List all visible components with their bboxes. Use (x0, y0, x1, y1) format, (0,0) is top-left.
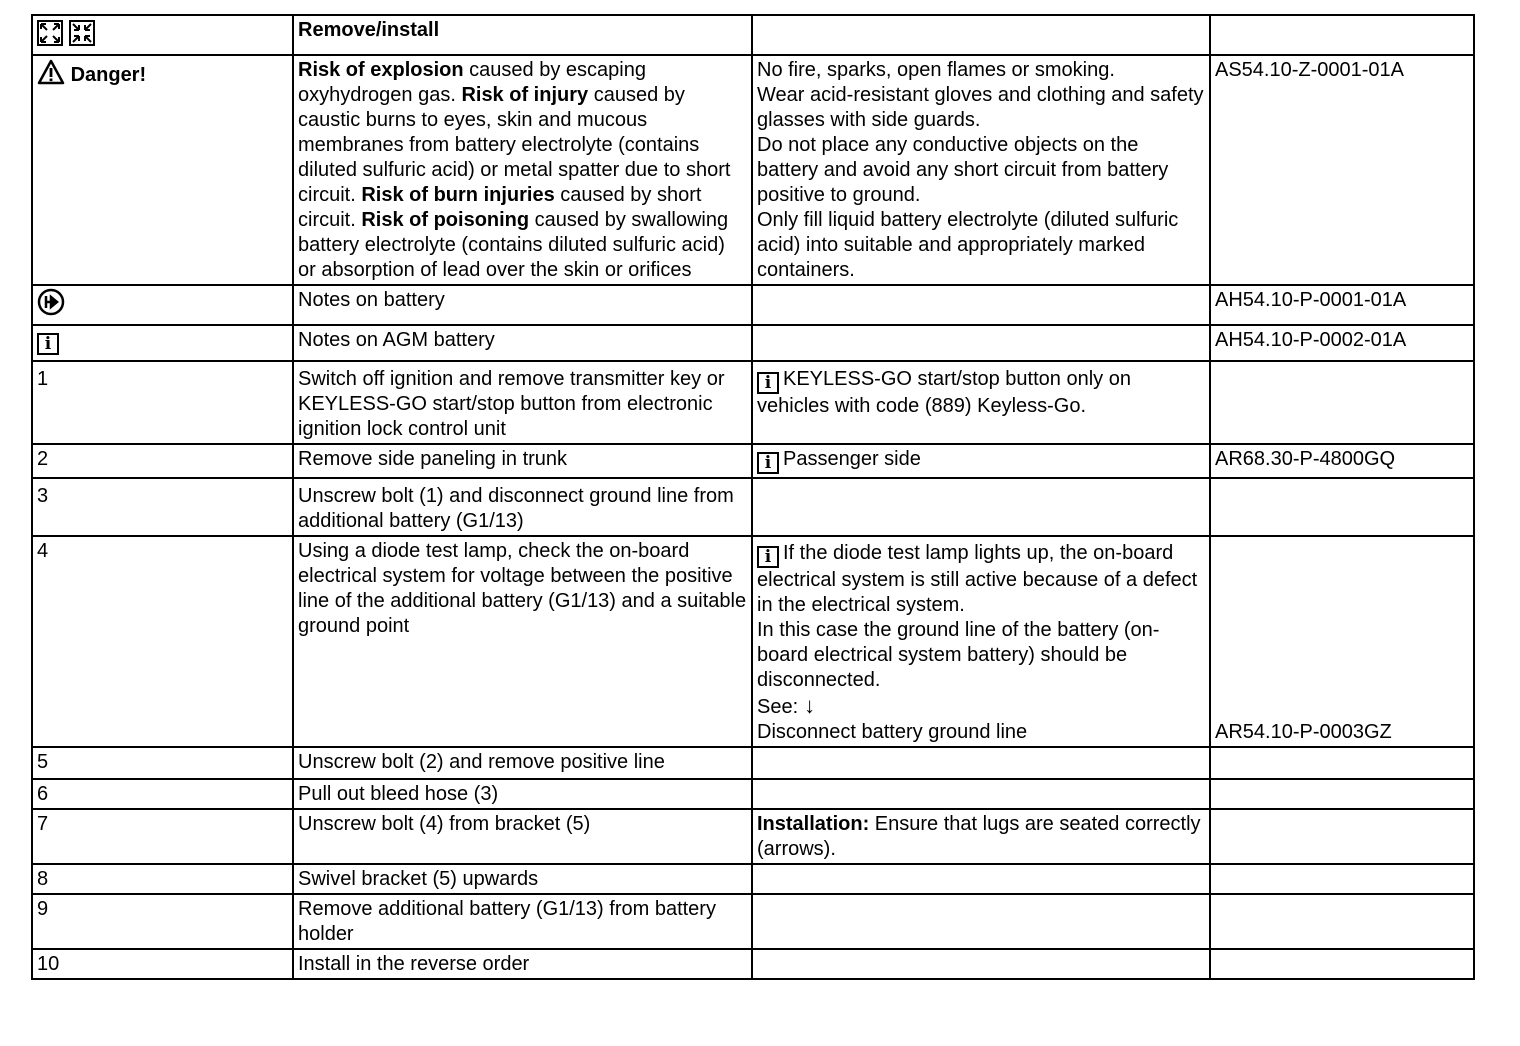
risk-burn-text: caused by short circuit. (298, 184, 702, 231)
step-ref[interactable]: AR54.10-P-0003GZ (1210, 536, 1474, 747)
risk-explosion-label: Risk of explosion (298, 59, 464, 81)
measure-protective-gear: Wear acid-resistant gloves and clothing and safety glasses with side guards. (757, 84, 1204, 131)
step-row (32, 949, 1474, 979)
step-note (752, 809, 1210, 864)
risk-injury-label: Risk of injury (461, 84, 589, 106)
step-note (752, 361, 1210, 444)
info-icon: i (757, 372, 779, 394)
step-note (752, 949, 1210, 979)
step-ref (1210, 864, 1474, 894)
risk-injury-text: caused by caustic burns to eyes, skin and mucous membranes from battery electrolyte (contains diluted sulfuric acid) or metal spatter due to short circuit. (298, 84, 731, 206)
notes-battery-ref[interactable]: AH54.10-P-0001-01A (1210, 285, 1474, 325)
step-number: 9 (32, 894, 293, 949)
step-row (32, 536, 1474, 747)
step-note (752, 864, 1210, 894)
step-ref (1210, 809, 1474, 864)
step-number: 8 (32, 864, 293, 894)
step-note (752, 536, 1210, 747)
notes-agm-ref[interactable]: AH54.10-P-0002-01A (1210, 325, 1474, 361)
step-ref (1210, 894, 1474, 949)
step-row (32, 894, 1474, 949)
header-icons-cell (32, 15, 293, 55)
step-text: Swivel bracket (5) upwards (293, 864, 752, 894)
step-note (752, 478, 1210, 536)
danger-ref[interactable]: AS54.10-Z-0001-01A (1210, 55, 1474, 285)
measure-fill-containers: Only fill liquid battery electrolyte (diluted sulfuric acid) into suitable and appropriately marked containers. (757, 209, 1179, 281)
step-note-continued: In this case the ground line of the battery (on-board electrical system battery) should be disconnected. (757, 619, 1160, 691)
header-cell-4 (1210, 15, 1474, 55)
header-title: Remove/install (293, 15, 752, 55)
step-text: Unscrew bolt (1) and disconnect ground line from additional battery (G1/13) (293, 478, 752, 536)
danger-label-cell (32, 55, 293, 285)
see-reference (757, 693, 1205, 720)
warning-triangle-icon (37, 59, 65, 92)
step-text: Unscrew bolt (4) from bracket (5) (293, 809, 752, 864)
step-number: 2 (32, 444, 293, 478)
notes-battery-icon-cell (32, 285, 293, 325)
note-arrow-icon (37, 288, 65, 323)
notes-agm-icon-cell (32, 325, 293, 361)
header-row (32, 15, 1474, 55)
danger-row (32, 55, 1474, 285)
header-cell-3 (752, 15, 1210, 55)
installation-label: Installation: (757, 813, 870, 835)
risk-poisoning-text: caused by swallowing battery electrolyte (contains diluted sulfuric acid) or absorption of lead over the skin or orifices (298, 209, 729, 281)
step-row (32, 444, 1474, 478)
step-ref (1210, 747, 1474, 779)
see-label: See: (757, 696, 799, 718)
step-text: Switch off ignition and remove transmitter key or KEYLESS-GO start/stop button from electronic ignition lock control unit (293, 361, 752, 444)
step-number: 4 (32, 536, 293, 747)
step-number: 10 (32, 949, 293, 979)
step-number: 6 (32, 779, 293, 809)
arrow-down-icon: ↓ (804, 693, 816, 718)
risk-poisoning-label: Risk of poisoning (361, 209, 530, 231)
notes-agm-cell-3 (752, 325, 1210, 361)
step-ref (1210, 478, 1474, 536)
notes-battery-text: Notes on battery (293, 285, 752, 325)
step-note-text: Ensure that lugs are seated correctly (arrows). (757, 813, 1201, 860)
remove-icon (37, 20, 63, 53)
step-ref (1210, 779, 1474, 809)
info-icon: i (37, 333, 59, 355)
step-note-text: If the diode test lamp lights up, the on-board electrical system is still active because of a defect in the electrical system. (757, 542, 1198, 616)
step-number: 1 (32, 361, 293, 444)
step-text: Remove additional battery (G1/13) from battery holder (293, 894, 752, 949)
info-icon: i (757, 546, 779, 568)
step-text: Remove side paneling in trunk (293, 444, 752, 478)
step-ref (1210, 361, 1474, 444)
step-note-text: KEYLESS-GO start/stop button only on vehicles with code (889) Keyless-Go. (757, 368, 1131, 417)
step-note (752, 894, 1210, 949)
step-note (752, 779, 1210, 809)
step-text: Using a diode test lamp, check the on-board electrical system for voltage between the positive line of the additional battery (G1/13) and a suitable ground point (293, 536, 752, 747)
see-target-link[interactable]: Disconnect battery ground line (757, 721, 1028, 743)
step-note-text: Passenger side (783, 448, 921, 470)
danger-measures (752, 55, 1210, 285)
notes-battery-row (32, 285, 1474, 325)
notes-agm-row (32, 325, 1474, 361)
risk-explosion-text: caused by escaping oxyhydrogen gas. (298, 59, 646, 106)
procedure-table (31, 14, 1475, 980)
step-ref (1210, 949, 1474, 979)
step-number: 7 (32, 809, 293, 864)
measure-no-conductive: Do not place any conductive objects on the battery and avoid any short circuit from battery positive to ground. (757, 134, 1169, 206)
step-row (32, 747, 1474, 779)
info-icon: i (757, 452, 779, 474)
step-note (752, 444, 1210, 478)
step-note (752, 747, 1210, 779)
notes-agm-text: Notes on AGM battery (293, 325, 752, 361)
install-icon (69, 20, 95, 53)
danger-risks (293, 55, 752, 285)
step-text: Install in the reverse order (293, 949, 752, 979)
step-row (32, 809, 1474, 864)
step-row (32, 361, 1474, 444)
step-ref[interactable]: AR68.30-P-4800GQ (1210, 444, 1474, 478)
danger-label: Danger! (70, 64, 147, 86)
step-number: 3 (32, 478, 293, 536)
step-row (32, 864, 1474, 894)
measure-no-fire: No fire, sparks, open flames or smoking. (757, 59, 1115, 81)
notes-battery-cell-3 (752, 285, 1210, 325)
risk-burn-label: Risk of burn injuries (361, 184, 555, 206)
step-row (32, 779, 1474, 809)
step-text: Pull out bleed hose (3) (293, 779, 752, 809)
step-row (32, 478, 1474, 536)
step-number: 5 (32, 747, 293, 779)
step-text: Unscrew bolt (2) and remove positive line (293, 747, 752, 779)
